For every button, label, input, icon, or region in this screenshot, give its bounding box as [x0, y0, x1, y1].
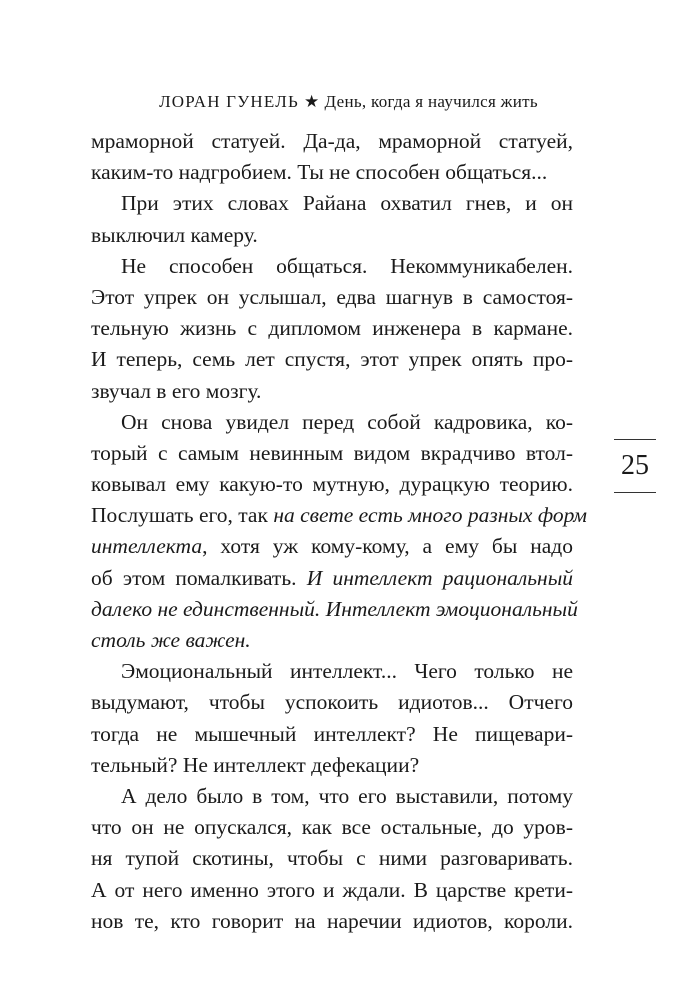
book-title: День, когда я научился жить — [324, 92, 538, 111]
text-line: тогда не мышечный интеллект? Не пищевари- — [91, 721, 573, 746]
star-separator: ★ — [303, 92, 320, 111]
text-line: звучал в его мозгу. — [91, 378, 262, 403]
text-line: Он снова увидел перед собой кадровика, ко- — [121, 409, 573, 434]
text-line: что он не опускался, как все остальные, до уров- — [91, 815, 573, 840]
text-line: каким-то надгробием. Ты не способен общаться... — [91, 160, 548, 185]
text-line: тельный? Не интеллект дефекации? — [91, 752, 420, 777]
text-line: нов те, кто говорит на наречии идиотов, короли. — [91, 908, 573, 933]
text-line: ковывал ему какую-то мутную, дурацкую теорию. — [91, 472, 573, 497]
text-line — [91, 625, 573, 656]
running-head — [0, 92, 697, 112]
folio-rule-top — [614, 439, 656, 440]
text-line: ня тупой скотины, чтобы с ними разговаривать. — [91, 846, 573, 871]
text-line: выдумают, чтобы успокоить идиотов... Отчего — [91, 690, 573, 715]
text-line: А от него именно этого и ждали. В царстве крети- — [91, 877, 573, 902]
page-number: 25 — [621, 450, 649, 481]
text-line: Эмоциональный интеллект... Чего только не — [121, 659, 573, 684]
italic-phrase: далеко не единственный. Интеллект эмоциональный — [91, 596, 578, 621]
text-line: И теперь, семь лет спустя, этот упрек опять про- — [91, 347, 573, 372]
text-line: А дело было в том, что его выставили, потому — [121, 783, 573, 808]
text-line: Не способен общаться. Некоммуникабелен. — [121, 253, 573, 278]
body-text — [91, 126, 587, 937]
text-line: Послушать его, так на свете есть много разных форм — [91, 503, 587, 528]
italic-phrase: интеллекта — [91, 534, 203, 559]
text-line: тельную жизнь с дипломом инженера в кармане. — [91, 316, 573, 341]
text-line: интеллекта, хотя уж кому-кому, а ему бы надо — [91, 534, 573, 559]
text-line: Этот упрек он услышал, едва шагнув в самостоя- — [91, 284, 573, 309]
italic-phrase: столь же важен. — [91, 628, 251, 652]
text-line: выключил камеру. — [91, 222, 258, 247]
text-line: При этих словах Райана охватил гнев, и он — [121, 191, 573, 216]
text-line: об этом помалкивать. И интеллект рациональный — [91, 565, 574, 590]
text-line — [91, 594, 578, 625]
folio-rule-bottom — [614, 492, 656, 493]
italic-phrase: на свете есть много разных форм — [273, 503, 587, 528]
author-name: ЛОРАН ГУНЕЛЬ — [159, 92, 299, 111]
italic-phrase: И интеллект рациональный — [306, 565, 574, 590]
text-line: мраморной статуей. Да-да, мраморной статуей, — [91, 129, 573, 153]
text-line: торый с самым невинным видом вкрадчиво втол- — [91, 440, 573, 465]
